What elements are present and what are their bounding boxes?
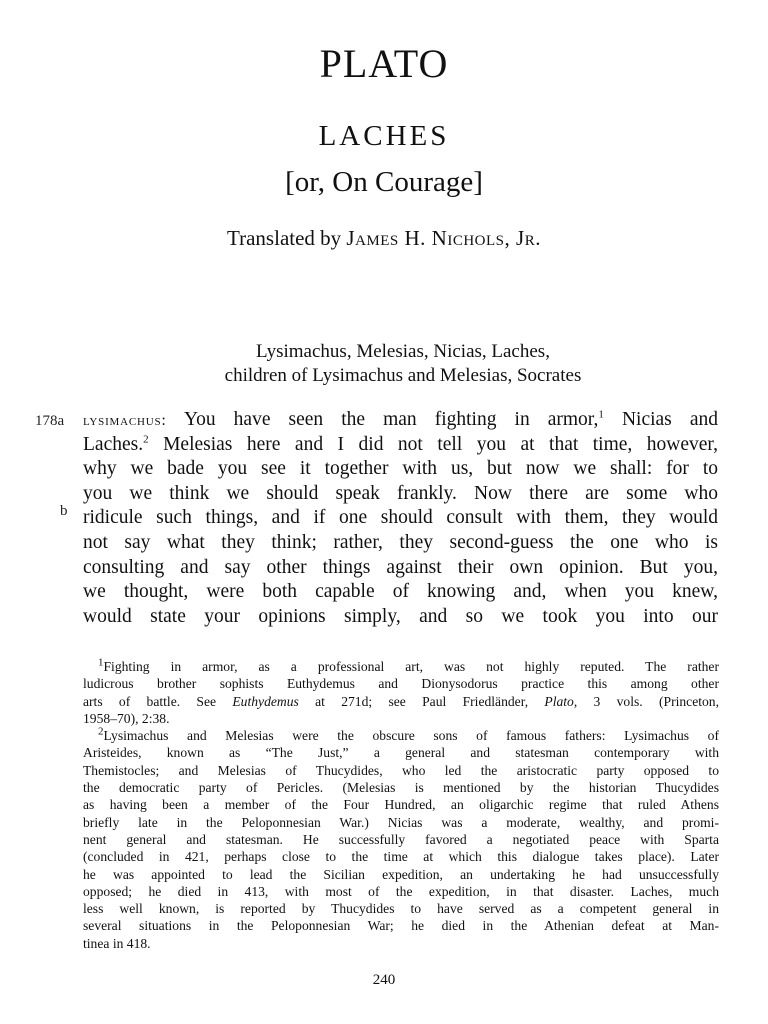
footnote-line: [83, 727, 719, 744]
footnote-line: briefly late in the Peloponnesian War.) Nicias was a moderate, wealthy, and promi-: [83, 814, 719, 830]
book-title: Euthydemus: [232, 693, 299, 709]
dialogue-line: we thought, were both capable of knowing and, when you knew,: [83, 581, 718, 603]
footnote-line: as having been a member of the Four Hundred, an oligarchic regime that ruled Athens: [83, 797, 719, 813]
dialogue-text-segment: Melesias here and I did not tell you at that time, however,: [148, 433, 718, 455]
dramatis-personae: [0, 340, 768, 388]
footnote-text: Lysimachus and Melesias were the obscure sons of famous fathers: Lysimachus of: [103, 728, 719, 744]
footnote-line: tinea in 418.: [83, 935, 151, 951]
footnote-text: Fighting in armor, as a professional art, was not highly reputed. The rather: [103, 659, 719, 674]
footnote-line: the democratic party of Pericles. (Melesias is mentioned by the historian Thucydides: [83, 780, 719, 796]
speaker-name: lysimachus:: [83, 412, 167, 429]
dialogue-text-segment: Laches.: [83, 433, 144, 455]
footnote-line: less well known, is reported by Thucydides to have served as a competent general in: [83, 901, 719, 917]
footnote-line: 1958–70), 2:38.: [83, 710, 170, 726]
footnote-text: , 3 vols. (Princeton,: [573, 693, 720, 709]
dialogue-text: [83, 408, 718, 629]
dialogue-line: [83, 408, 718, 433]
footnote-number: 1: [98, 656, 104, 669]
translator-name: James H. Nichols, Jr.: [346, 226, 541, 250]
dialogue-title: LACHES: [318, 120, 450, 152]
stephanus-number-178a: 178a: [35, 413, 65, 429]
footnote-line: he was appointed to lead the Sicilian expedition, an undertaking he had unsuccessfully: [83, 866, 719, 882]
dialogue-line: you we think we should speak frankly. Now there are some who: [83, 482, 718, 504]
footnote-line: [83, 693, 719, 710]
stephanus-number-b: b: [60, 503, 68, 519]
persons-line-2: children of Lysimachus and Melesias, Socrates: [224, 365, 582, 386]
footnote-marker[interactable]: 1: [598, 408, 604, 421]
footnote-line: [83, 658, 719, 675]
dialogue-text-segment: You have seen the man fighting in armor,: [166, 409, 599, 430]
footnote-line: ludicrous brother sophists Euthydemus and Dionysodorus practice this among other: [83, 676, 719, 692]
dialogue-line: not say what they think; rather, they second-guess the one who is: [83, 531, 718, 553]
book-title: Plato: [544, 693, 574, 709]
dialogue-line: consulting and say other things against their own opinion. But you,: [83, 556, 718, 578]
dialogue-text-segment: Nicias and: [603, 409, 718, 430]
dialogue-line: [83, 433, 718, 458]
footnote-text: at 271d; see Paul Friedländer,: [298, 693, 545, 709]
translator-credit: [0, 224, 768, 252]
dialogue-line: why we bade you see it together with us, but now we shall: for to: [83, 458, 718, 480]
footnote-number: 2: [98, 725, 104, 738]
footnote-line: Aristeides, known as “The Just,” a general and statesman contemporary with: [83, 745, 719, 761]
dialogue-line: ridicule such things, and if one should consult with them, they would: [83, 507, 718, 529]
footnote-line: opposed; he died in 413, with most of the expedition, in that disaster. Laches, much: [83, 883, 719, 899]
page-number: 240: [372, 972, 396, 988]
footnote-line: several situations in the Peloponnesian War; he died in the Athenian defeat at Man-: [83, 918, 719, 934]
dialogue-line: would state your opinions simply, and so we took you into our: [83, 605, 718, 627]
footnote-line: Themistocles; and Melesias of Thucydides, who led the aristocratic party opposed to: [83, 762, 719, 778]
author-heading: PLATO: [319, 41, 449, 86]
footnotes: [83, 658, 719, 952]
footnote-line: nent general and statesman. He successfully favored a negotiated peace with Sparta: [83, 831, 719, 847]
footnote-marker[interactable]: 2: [143, 433, 149, 446]
dialogue-subtitle: [or, On Courage]: [285, 166, 483, 198]
translator-prefix: Translated by: [227, 226, 347, 250]
persons-line-1: Lysimachus, Melesias, Nicias, Laches,: [256, 341, 550, 362]
footnote-line: (concluded in 421, perhaps close to the time at which this dialogue takes place). Later: [83, 849, 719, 865]
footnote-text: arts of battle. See: [83, 693, 233, 709]
